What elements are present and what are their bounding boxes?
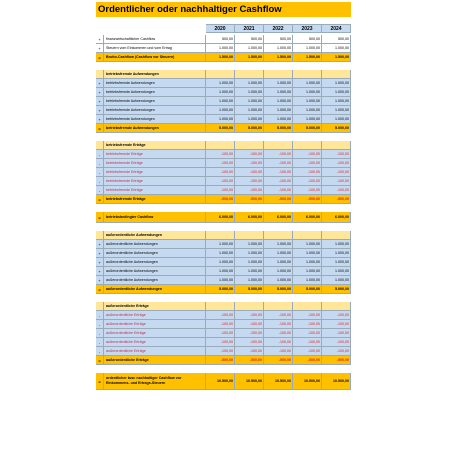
value-cell[interactable]: 10.500,00 — [293, 373, 322, 390]
value-cell[interactable]: 1.000,00 — [322, 276, 351, 285]
row-sign: - — [96, 150, 104, 159]
row-label[interactable]: außerordentliche Aufwendungen — [104, 258, 206, 267]
value-cell[interactable]: -500,00 — [322, 195, 351, 204]
value-cell[interactable]: 1.000,00 — [293, 97, 322, 106]
value-cell[interactable]: 1.000,00 — [264, 249, 293, 258]
value-cell[interactable]: 500,00 — [264, 35, 293, 44]
value-cell[interactable]: 1.000,00 — [206, 267, 235, 276]
row-label[interactable]: außerordentliche Aufwendungen — [104, 231, 206, 240]
value-cell[interactable]: -100,00 — [235, 159, 264, 168]
row-sign: + — [96, 97, 104, 106]
value-cell[interactable]: 1.500,00 — [322, 53, 351, 62]
value-cell[interactable]: -100,00 — [322, 177, 351, 186]
table-row — [96, 115, 351, 124]
row-label[interactable]: außerordentliche Erträge — [104, 329, 206, 338]
value-cell[interactable]: -100,00 — [293, 168, 322, 177]
value-cell[interactable]: -500,00 — [293, 356, 322, 365]
table-row — [96, 79, 351, 88]
value-cell[interactable]: 6.000,00 — [293, 212, 322, 223]
table-row — [96, 168, 351, 177]
table-row — [96, 258, 351, 267]
value-cell[interactable]: 1.000,00 — [322, 115, 351, 124]
value-cell[interactable]: 5.000,00 — [264, 124, 293, 133]
table-row — [96, 249, 351, 258]
table-row — [96, 285, 351, 294]
row-sign: = — [96, 195, 104, 204]
value-cell[interactable]: 1.000,00 — [293, 267, 322, 276]
value-cell[interactable]: -100,00 — [293, 186, 322, 195]
value-cell[interactable]: 1.000,00 — [206, 115, 235, 124]
table-row — [96, 311, 351, 320]
value-cell[interactable] — [293, 302, 322, 311]
table-row — [96, 231, 351, 240]
value-cell[interactable]: -100,00 — [264, 177, 293, 186]
row-sign: + — [96, 35, 104, 44]
value-cell[interactable]: 1.000,00 — [206, 240, 235, 249]
value-cell[interactable]: -100,00 — [206, 338, 235, 347]
row-sign: + — [96, 79, 104, 88]
value-cell[interactable]: -100,00 — [235, 150, 264, 159]
year-header: 2022 — [264, 24, 293, 33]
value-cell[interactable]: -100,00 — [206, 168, 235, 177]
value-cell[interactable] — [206, 141, 235, 150]
row-sign: + — [96, 240, 104, 249]
value-cell[interactable]: 500,00 — [235, 35, 264, 44]
value-cell[interactable]: -100,00 — [264, 347, 293, 356]
value-cell[interactable] — [322, 231, 351, 240]
value-cell[interactable]: 1.000,00 — [206, 88, 235, 97]
row-sign: - — [96, 168, 104, 177]
table-row — [96, 276, 351, 285]
value-cell[interactable]: -100,00 — [293, 347, 322, 356]
table-row — [96, 212, 351, 223]
value-cell[interactable]: 1.500,00 — [264, 53, 293, 62]
value-cell[interactable]: -100,00 — [235, 329, 264, 338]
value-cell[interactable]: 1.000,00 — [235, 106, 264, 115]
value-cell[interactable]: -500,00 — [235, 356, 264, 365]
value-cell[interactable]: 1.000,00 — [264, 79, 293, 88]
table-row — [96, 53, 351, 62]
row-sign: + — [96, 44, 104, 53]
table-row — [96, 35, 351, 44]
value-cell[interactable]: 1.000,00 — [293, 115, 322, 124]
value-cell[interactable]: -100,00 — [235, 311, 264, 320]
value-cell[interactable]: 500,00 — [322, 35, 351, 44]
value-cell[interactable]: 1.000,00 — [322, 44, 351, 53]
value-cell[interactable]: -100,00 — [206, 177, 235, 186]
table-row — [96, 356, 351, 365]
row-sign: + — [96, 258, 104, 267]
value-cell[interactable]: -100,00 — [322, 150, 351, 159]
row-sign: = — [96, 124, 104, 133]
value-cell[interactable] — [235, 70, 264, 79]
value-cell[interactable]: 6.000,00 — [235, 212, 264, 223]
value-cell[interactable]: 5.000,00 — [206, 124, 235, 133]
value-cell[interactable]: -100,00 — [206, 159, 235, 168]
value-cell[interactable]: -100,00 — [322, 320, 351, 329]
row-sign: + — [96, 267, 104, 276]
table-row — [96, 141, 351, 150]
value-cell[interactable]: -100,00 — [264, 168, 293, 177]
value-cell[interactable]: 1.000,00 — [264, 115, 293, 124]
value-cell[interactable] — [322, 302, 351, 311]
value-cell[interactable] — [322, 70, 351, 79]
value-cell[interactable] — [264, 70, 293, 79]
value-cell[interactable]: 5.000,00 — [322, 124, 351, 133]
row-label[interactable]: außerordentliche Erträge — [104, 347, 206, 356]
value-cell[interactable] — [206, 302, 235, 311]
value-cell[interactable] — [293, 231, 322, 240]
row-label[interactable]: betriebsfremde Erträge — [104, 159, 206, 168]
value-cell[interactable]: 1.000,00 — [264, 106, 293, 115]
value-cell[interactable]: -100,00 — [264, 311, 293, 320]
row-sign: = — [96, 373, 104, 390]
year-header: 2023 — [293, 24, 322, 33]
value-cell[interactable]: 1.000,00 — [293, 258, 322, 267]
value-cell[interactable]: 5.000,00 — [235, 124, 264, 133]
value-cell[interactable]: 1.000,00 — [206, 44, 235, 53]
value-cell[interactable]: 1.000,00 — [322, 97, 351, 106]
row-sign: + — [96, 115, 104, 124]
row-label[interactable]: außerordentliche Aufwendungen — [104, 267, 206, 276]
value-cell[interactable]: -100,00 — [206, 320, 235, 329]
value-cell[interactable]: 1.000,00 — [235, 249, 264, 258]
value-cell[interactable] — [206, 231, 235, 240]
value-cell[interactable]: -100,00 — [235, 338, 264, 347]
table-row — [96, 44, 351, 53]
value-cell[interactable]: -100,00 — [264, 186, 293, 195]
row-sign: - — [96, 329, 104, 338]
value-cell[interactable]: -100,00 — [322, 186, 351, 195]
value-cell[interactable]: 1.000,00 — [264, 97, 293, 106]
row-label[interactable]: betriebsfremde Aufwendungen — [104, 115, 206, 124]
value-cell[interactable]: -100,00 — [322, 311, 351, 320]
value-cell[interactable] — [235, 231, 264, 240]
row-sign: - — [96, 338, 104, 347]
value-cell[interactable]: -100,00 — [235, 347, 264, 356]
value-cell[interactable]: 1.000,00 — [206, 276, 235, 285]
table-row — [96, 240, 351, 249]
row-label[interactable]: außerordentliche Aufwendungen — [104, 276, 206, 285]
row-label[interactable]: außerordentliche Erträge — [104, 338, 206, 347]
value-cell[interactable]: 1.000,00 — [264, 44, 293, 53]
value-cell[interactable] — [264, 231, 293, 240]
value-cell[interactable]: -100,00 — [293, 329, 322, 338]
value-cell[interactable]: 5.000,00 — [235, 285, 264, 294]
value-cell[interactable]: 1.000,00 — [206, 258, 235, 267]
value-cell[interactable] — [293, 141, 322, 150]
value-cell[interactable]: 10.500,00 — [235, 373, 264, 390]
year-header: 2024 — [322, 24, 351, 33]
value-cell[interactable]: 1.000,00 — [235, 267, 264, 276]
value-cell[interactable]: -100,00 — [264, 329, 293, 338]
row-sign: - — [96, 177, 104, 186]
value-cell[interactable]: -500,00 — [206, 195, 235, 204]
value-cell[interactable]: 1.000,00 — [206, 97, 235, 106]
row-label[interactable]: betriebsfremde Aufwendungen — [104, 79, 206, 88]
row-label[interactable]: betriebsfremde Erträge — [104, 177, 206, 186]
value-cell[interactable]: -100,00 — [235, 177, 264, 186]
value-cell[interactable]: -100,00 — [293, 150, 322, 159]
value-cell[interactable]: 5.000,00 — [264, 285, 293, 294]
value-cell[interactable]: -100,00 — [206, 186, 235, 195]
value-cell[interactable] — [264, 141, 293, 150]
row-sign: - — [96, 347, 104, 356]
value-cell[interactable]: -100,00 — [264, 320, 293, 329]
value-cell[interactable]: 1.000,00 — [322, 79, 351, 88]
table-row — [96, 329, 351, 338]
value-cell[interactable]: 10.500,00 — [264, 373, 293, 390]
row-sign: - — [96, 186, 104, 195]
value-cell[interactable]: 1.000,00 — [235, 88, 264, 97]
row-sign: - — [96, 320, 104, 329]
value-cell[interactable] — [322, 141, 351, 150]
value-cell[interactable]: -100,00 — [322, 329, 351, 338]
value-cell[interactable]: -500,00 — [322, 356, 351, 365]
row-label[interactable]: finanzwirtschaftlicher Cashflow — [104, 35, 206, 44]
row-label[interactable]: betriebsfremde Erträge — [104, 195, 206, 204]
table-row — [96, 338, 351, 347]
table-row — [96, 150, 351, 159]
value-cell[interactable]: 1.000,00 — [293, 79, 322, 88]
row-label[interactable]: außerordentliche Aufwendungen — [104, 285, 206, 294]
value-cell[interactable]: -100,00 — [322, 347, 351, 356]
value-cell[interactable] — [206, 70, 235, 79]
value-cell[interactable]: -500,00 — [235, 195, 264, 204]
table-row — [96, 70, 351, 79]
value-cell[interactable] — [235, 302, 264, 311]
value-cell[interactable]: -100,00 — [235, 186, 264, 195]
year-header-row — [96, 24, 351, 33]
value-cell[interactable]: 6.000,00 — [264, 212, 293, 223]
row-label[interactable]: Brutto-Cashflow (Cashflow vor Steuern) — [104, 53, 206, 62]
row-sign — [96, 302, 104, 311]
value-cell[interactable]: 1.000,00 — [293, 249, 322, 258]
row-label[interactable]: ordentlicher bzw. nachhaltiger Cashflow vor Einkommens- und Ertrags-Steuern — [104, 373, 206, 390]
value-cell[interactable]: 10.500,00 — [206, 373, 235, 390]
value-cell[interactable]: -500,00 — [264, 356, 293, 365]
row-sign: = — [96, 212, 104, 223]
table-row — [96, 186, 351, 195]
value-cell[interactable]: 1.000,00 — [293, 276, 322, 285]
value-cell[interactable]: 1.000,00 — [293, 106, 322, 115]
table-row — [96, 177, 351, 186]
table-row — [96, 106, 351, 115]
table-row — [96, 302, 351, 311]
table-row — [96, 159, 351, 168]
row-label[interactable]: außerordentliche Erträge — [104, 320, 206, 329]
table-row — [96, 373, 351, 390]
row-sign — [96, 70, 104, 79]
value-cell[interactable]: -500,00 — [206, 356, 235, 365]
value-cell[interactable]: 5.000,00 — [322, 285, 351, 294]
row-label[interactable]: betriebsfremde Aufwendungen — [104, 106, 206, 115]
value-cell[interactable]: 1.500,00 — [235, 53, 264, 62]
value-cell[interactable]: -100,00 — [264, 150, 293, 159]
row-sign — [96, 141, 104, 150]
row-label[interactable]: Steuern vom Einkommen und vom Ertrag — [104, 44, 206, 53]
value-cell[interactable]: 1.000,00 — [235, 258, 264, 267]
value-cell[interactable]: -100,00 — [293, 320, 322, 329]
row-label[interactable]: betriebsfremde Erträge — [104, 186, 206, 195]
value-cell[interactable]: 1.000,00 — [235, 44, 264, 53]
value-cell[interactable]: 500,00 — [206, 35, 235, 44]
row-label[interactable]: außerordentliche Aufwendungen — [104, 249, 206, 258]
row-label[interactable]: betriebsfremde Erträge — [104, 150, 206, 159]
value-cell[interactable]: 1.500,00 — [293, 53, 322, 62]
value-cell[interactable]: -500,00 — [264, 195, 293, 204]
value-cell[interactable]: -100,00 — [235, 320, 264, 329]
value-cell[interactable]: -100,00 — [322, 338, 351, 347]
table-row — [96, 347, 351, 356]
row-label[interactable]: betriebsfremde Erträge — [104, 141, 206, 150]
value-cell[interactable]: -100,00 — [206, 150, 235, 159]
value-cell[interactable]: 1.000,00 — [264, 258, 293, 267]
value-cell[interactable]: 1.000,00 — [264, 267, 293, 276]
value-cell[interactable] — [293, 70, 322, 79]
value-cell[interactable]: 1.000,00 — [322, 240, 351, 249]
value-cell[interactable]: 1.000,00 — [235, 97, 264, 106]
value-cell[interactable]: -100,00 — [322, 168, 351, 177]
value-cell[interactable]: -100,00 — [293, 159, 322, 168]
value-cell[interactable]: 1.000,00 — [235, 115, 264, 124]
row-label[interactable]: betriebsfremde Aufwendungen — [104, 97, 206, 106]
value-cell[interactable]: 1.000,00 — [322, 267, 351, 276]
value-cell[interactable]: 1.000,00 — [264, 276, 293, 285]
value-cell[interactable]: 1.000,00 — [235, 240, 264, 249]
value-cell[interactable]: 1.000,00 — [206, 79, 235, 88]
row-label[interactable]: betriebsfremde Aufwendungen — [104, 70, 206, 79]
value-cell[interactable]: -100,00 — [206, 311, 235, 320]
value-cell[interactable]: 10.500,00 — [322, 373, 351, 390]
value-cell[interactable] — [235, 141, 264, 150]
row-sign: + — [96, 88, 104, 97]
table-row — [96, 195, 351, 204]
value-cell[interactable]: 1.000,00 — [322, 88, 351, 97]
spreadsheet — [96, 2, 351, 446]
value-cell[interactable]: -100,00 — [264, 159, 293, 168]
row-label[interactable]: betriebsfremde Aufwendungen — [104, 88, 206, 97]
row-sign: - — [96, 311, 104, 320]
value-cell[interactable]: 1.000,00 — [235, 79, 264, 88]
row-label[interactable]: außerordentliche Erträge — [104, 302, 206, 311]
table-row — [96, 97, 351, 106]
value-cell[interactable]: 1.000,00 — [322, 258, 351, 267]
value-cell[interactable]: -100,00 — [293, 177, 322, 186]
value-cell[interactable] — [264, 302, 293, 311]
value-cell[interactable]: 5.000,00 — [206, 285, 235, 294]
row-label[interactable]: betriebsfremde Aufwendungen — [104, 124, 206, 133]
value-cell[interactable]: 1.000,00 — [293, 44, 322, 53]
table-row — [96, 320, 351, 329]
value-cell[interactable]: -100,00 — [293, 311, 322, 320]
row-sign: = — [96, 285, 104, 294]
row-sign: - — [96, 159, 104, 168]
row-sign: = — [96, 356, 104, 365]
row-sign: + — [96, 106, 104, 115]
row-label[interactable]: betriebsbedingter Cashflow — [104, 212, 206, 223]
value-cell[interactable]: 1.000,00 — [264, 88, 293, 97]
sheet-title: Ordentlicher oder nachhaltiger Cashflow — [96, 2, 351, 17]
value-cell[interactable]: 1.000,00 — [322, 106, 351, 115]
row-label[interactable]: außerordentliche Erträge — [104, 356, 206, 365]
value-cell[interactable]: -500,00 — [293, 195, 322, 204]
table-row — [96, 88, 351, 97]
value-cell[interactable]: 5.000,00 — [293, 285, 322, 294]
value-cell[interactable]: -100,00 — [206, 329, 235, 338]
value-cell[interactable]: 1.000,00 — [206, 106, 235, 115]
value-cell[interactable]: 500,00 — [293, 35, 322, 44]
value-cell[interactable]: 1.500,00 — [206, 53, 235, 62]
row-label[interactable]: betriebsfremde Erträge — [104, 168, 206, 177]
value-cell[interactable]: -100,00 — [264, 338, 293, 347]
value-cell[interactable]: -100,00 — [206, 347, 235, 356]
value-cell[interactable]: 1.000,00 — [293, 240, 322, 249]
value-cell[interactable]: 6.000,00 — [206, 212, 235, 223]
table-row — [96, 267, 351, 276]
row-sign: + — [96, 276, 104, 285]
row-sign: = — [96, 53, 104, 62]
row-sign: + — [96, 249, 104, 258]
value-cell[interactable]: 6.000,00 — [322, 212, 351, 223]
table-row — [96, 124, 351, 133]
value-cell[interactable]: 1.000,00 — [264, 240, 293, 249]
year-header: 2020 — [206, 24, 235, 33]
value-cell[interactable]: 5.000,00 — [293, 124, 322, 133]
row-label[interactable]: außerordentliche Aufwendungen — [104, 240, 206, 249]
value-cell[interactable]: -100,00 — [235, 168, 264, 177]
value-cell[interactable]: 1.000,00 — [322, 249, 351, 258]
value-cell[interactable]: 1.000,00 — [206, 249, 235, 258]
value-cell[interactable]: -100,00 — [322, 159, 351, 168]
year-header: 2021 — [235, 24, 264, 33]
value-cell[interactable]: 1.000,00 — [235, 276, 264, 285]
value-cell[interactable]: -100,00 — [293, 338, 322, 347]
row-sign — [96, 231, 104, 240]
row-label[interactable]: außerordentliche Erträge — [104, 311, 206, 320]
value-cell[interactable]: 1.000,00 — [293, 88, 322, 97]
